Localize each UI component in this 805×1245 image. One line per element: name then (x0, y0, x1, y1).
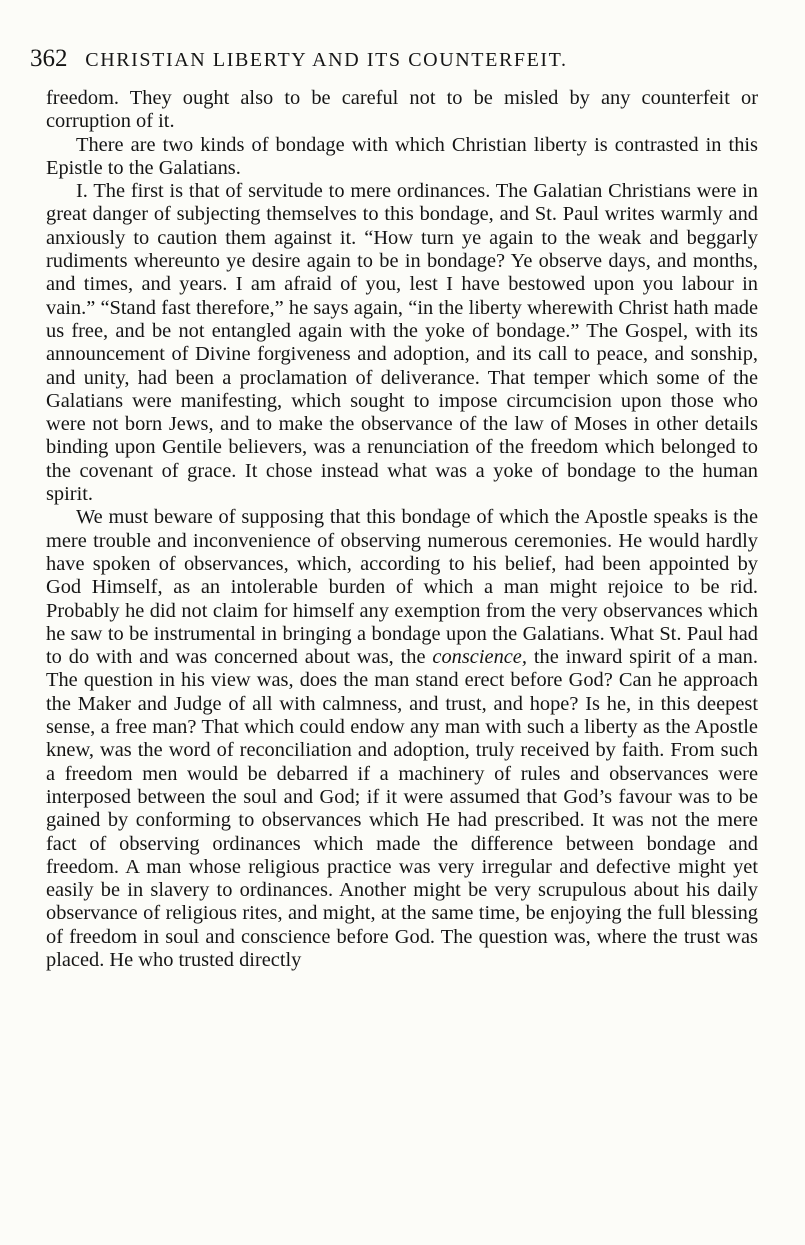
paragraph-two-kinds: There are two kinds of bondage with which Christian liberty is contrasted in this Epistle to the Galatians. (46, 133, 758, 179)
paragraph-text: We must beware of supposing that this bondage of which the Apostle speaks is the mere trouble and inconvenience of observing numerous ceremonies. He would hardly have spoken of observances, which, according to his belief, had been appointed by God Himself, as an intolerable burden of which a man might rejoice to be rid. Probably he did not claim for himself any exemption from the very observances which he saw to be instrumental in bringing a bondage upon the Galatians. What St. Paul had to do with and was concerned about was, the (46, 506, 758, 669)
page-number: 362 (30, 45, 68, 72)
running-title: CHRISTIAN LIBERTY AND ITS COUNTERFEIT. (85, 49, 568, 71)
paragraph-bondage (46, 506, 758, 972)
page-header (30, 44, 770, 74)
italic-word: conscience, (432, 646, 527, 669)
paragraph-section-one: I. The first is that of servitude to mere ordinances. The Galatian Christians were in great danger of subjecting themselves to this bondage, and St. Paul writes warmly and anxiously to caution them against it. “How turn ye again to the weak and beggarly rudiments whereunto ye desire again to be in bondage? Ye observe days, and months, and times, and years. I am afraid of you, lest I have bestowed upon you labour in vain.” “Stand fast therefore,” he says again, “in the liberty wherewith Christ hath made us free, and be not entangled again with the yoke of bondage.” The Gospel, with its announcement of Divine forgiveness and adoption, and its call to peace, and sonship, and unity, had been a proclamation of deliverance. That temper which some of the Galatians were manifesting, which sought to impose circumcision upon those who were not born Jews, and to make the observance of the law of Moses in other details binding upon Gentile believers, was a renunciation of the freedom which belonged to the covenant of grace. It chose instead what was a yoke of bondage to the human spirit. (46, 180, 758, 506)
paragraph-continued: freedom. They ought also to be careful not to be misled by any counterfeit or corruption of it. (46, 87, 758, 133)
paragraph-text: the inward spirit of a man. The question in his view was, does the man stand erect before God? Can he approach the Maker and Judge of all with calmness, and trust, and hope? Is he, in this deepest sense, a free man? That which could endow any man with such a liberty as the Apostle knew, was the word of reconciliation and adoption, truly received by faith. From such a freedom men would be debarred if a machinery of rules and observances were interposed between the soul and God; if it were assumed that God’s favour was to be gained by conforming to observances which He had prescribed. It was not the mere fact of observing ordinances which made the difference between bondage and freedom. A man whose religious practice was very irregular and defective might yet easily be in slavery to ordinances. Another might be very scrupulous about his daily observance of religious rites, and might, at the same time, be enjoying the full blessing of freedom in soul and conscience before God. The question was, where the trust was placed. He who trusted directly (46, 646, 758, 971)
body-text (46, 87, 758, 972)
